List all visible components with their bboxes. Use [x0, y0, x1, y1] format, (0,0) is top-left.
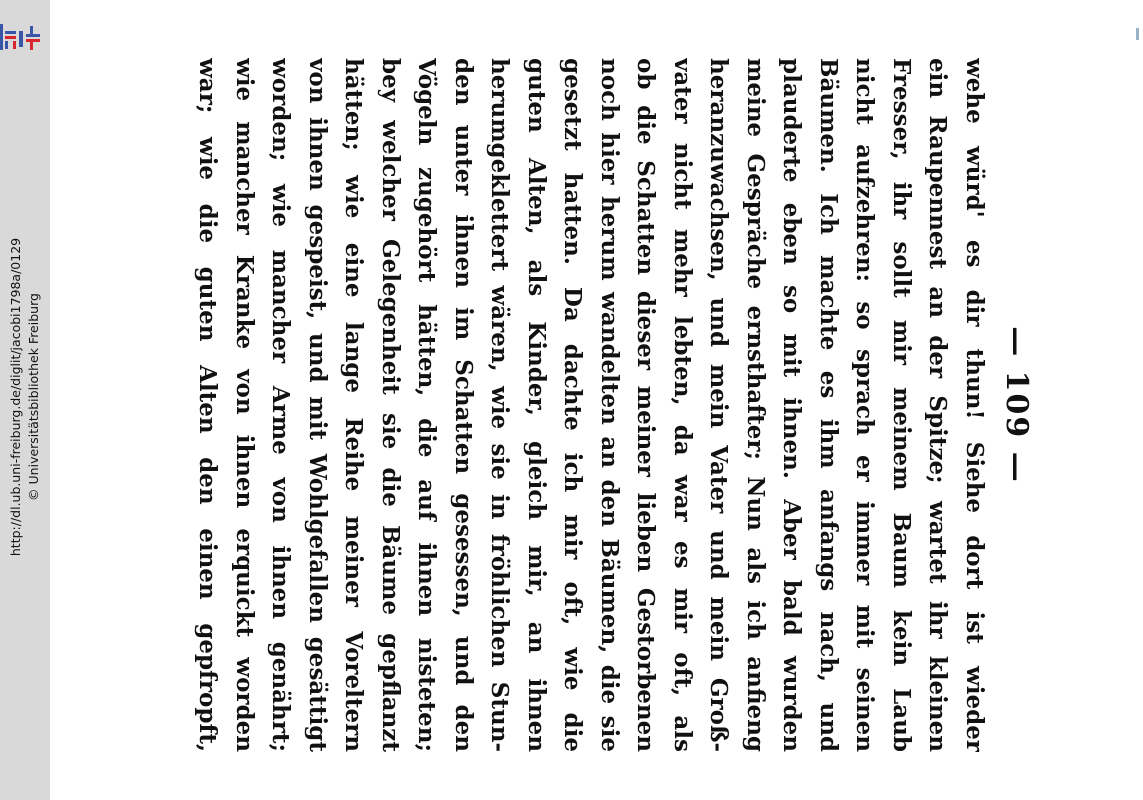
text-line: ein Raupennest an der Spitze; wartet ihr kleinen [924, 58, 952, 752]
text-line: nicht aufzehren: so sprach er immer mit seinen [851, 58, 879, 752]
text-line: wehe würd' es dir thun! Siehe dort ist wieder [961, 58, 988, 752]
text-line: noch hier herum wandelten an den Bäumen, die sie [596, 58, 623, 752]
text-line: gesetzt hatten. Da dachte ich mir oft, wie die [559, 58, 587, 752]
text-line: Bäumen. Ich machte es ihm anfangs nach, und [815, 58, 842, 752]
text-line: bey welcher Gelegenheit sie die Bäume gepflanzt [377, 58, 404, 752]
viewer-sidebar [0, 0, 50, 800]
text-line: den unter ihnen im Schatten gesessen, und den [450, 58, 477, 752]
text-line: plauderte eben so mit ihnen. Aber bald wurden [778, 58, 806, 752]
page-scan [140, 50, 1040, 760]
text-line: vater nicht mehr lebten, da war es mir oft, als [669, 58, 696, 752]
page-text [189, 50, 992, 760]
text-line: war; wie die guten Alten den einen gepfropft, [194, 58, 222, 752]
text-line: Fresser, ihr sollt mir meinem Baum kein Laub [888, 58, 915, 752]
source-url[interactable]: http://dl.ub.uni-freiburg.de/diglit/jacobi1798a/0129 [8, 237, 23, 557]
text-line: guten Alten, als Kinder, gleich mir, an ihnen [523, 58, 550, 752]
scrollbar-marker [1136, 28, 1139, 40]
source-credit [2, 0, 48, 797]
text-line: ob die Schatten dieser meiner lieben Gestorbenen [632, 58, 660, 752]
rotated-page [140, 50, 1040, 760]
text-line: hätten; wie eine lange Reihe meiner Voreltern [340, 58, 368, 752]
page-number: — 109 — [999, 326, 1034, 484]
text-line: heranzuwachsen, und mein Vater und mein Groß- [705, 58, 733, 752]
text-line: meine Gespräche ernsthafter; Nun als ich anfieng [742, 58, 769, 752]
text-line: Vögeln zugehört hätten, die auf ihnen nisteten; [413, 58, 441, 752]
text-line: von ihnen gespeist, und mit Wohlgefallen gesättigt [304, 58, 331, 752]
text-line: wie mancher Kranke von ihnen erquickt worden [231, 58, 258, 752]
text-line: worden; wie mancher Arme von ihnen genährt; [267, 58, 295, 752]
text-line: herumgeklettert wären, wie sie in fröhlichen Stun- [486, 58, 514, 752]
copyright-notice: © Universitätsbibliothek Freiburg [26, 293, 41, 501]
